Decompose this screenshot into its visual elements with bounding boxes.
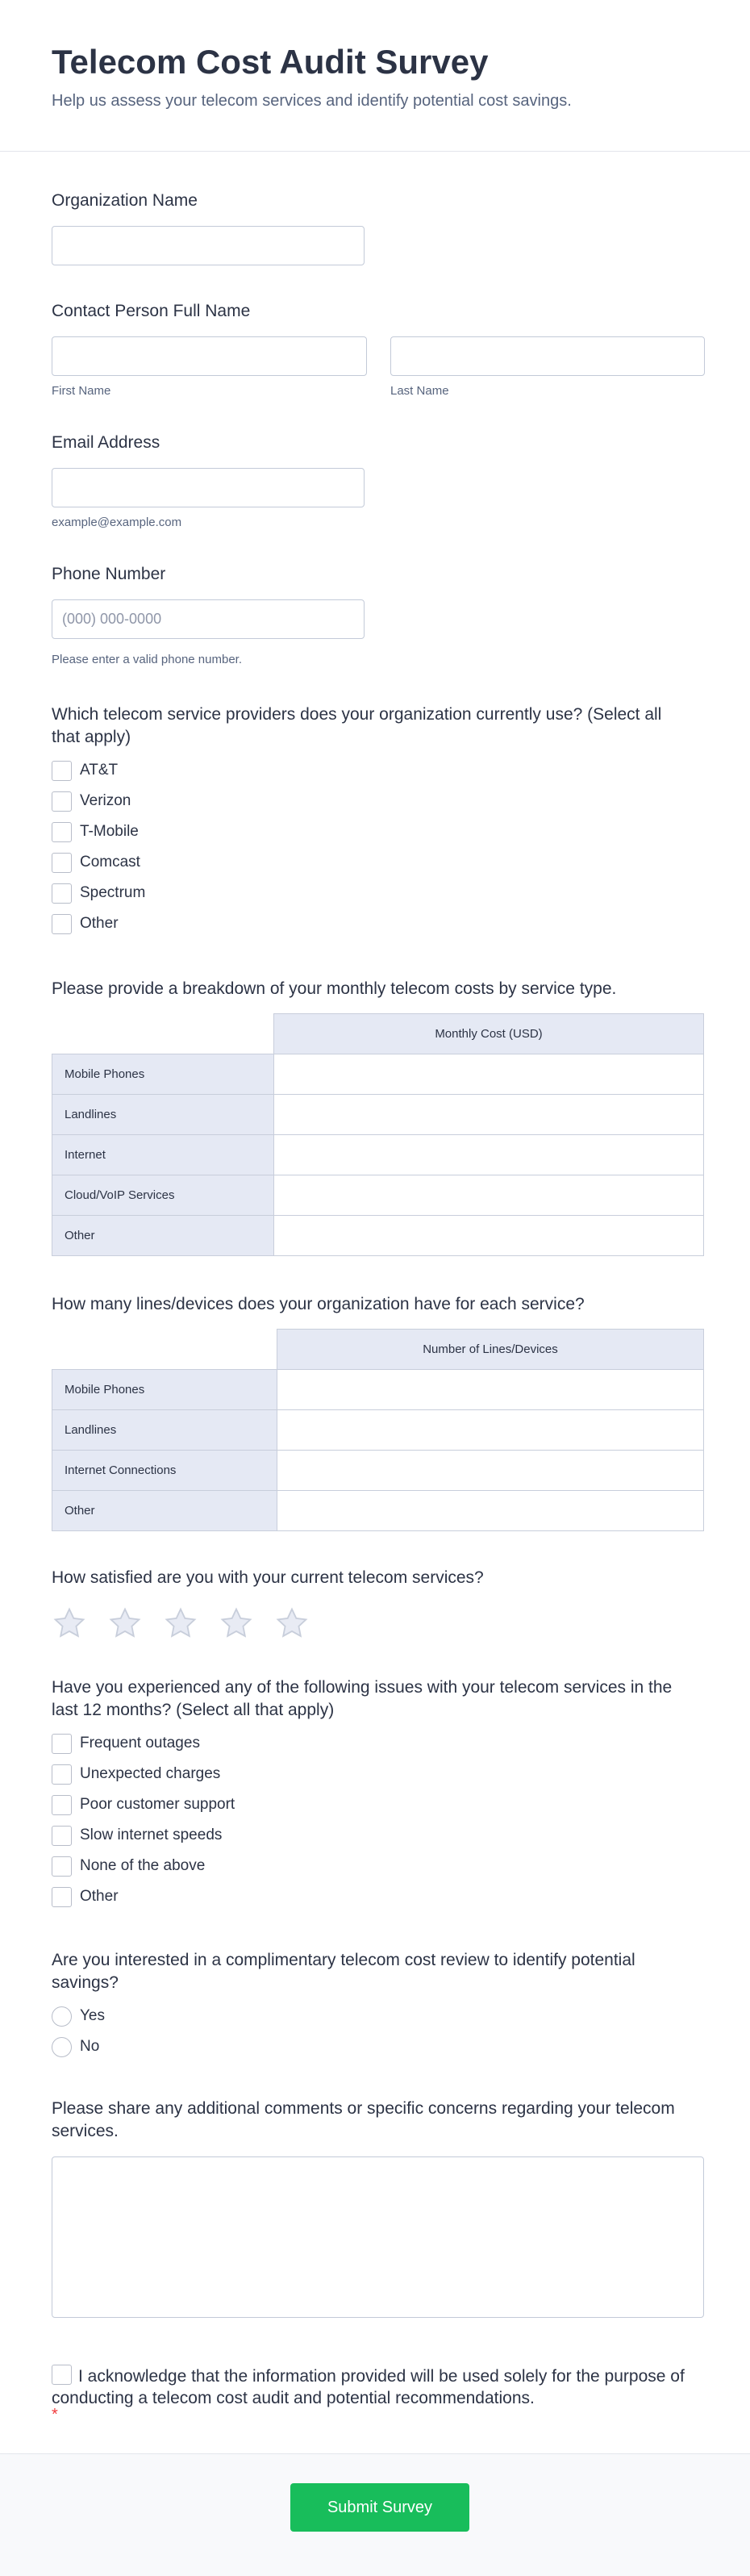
matrix-input-cell[interactable] xyxy=(277,1370,704,1410)
checkbox[interactable] xyxy=(52,761,72,781)
radio-button[interactable] xyxy=(52,2037,72,2057)
matrix-input-cell[interactable] xyxy=(274,1216,704,1256)
checkbox[interactable] xyxy=(52,853,72,873)
comments-label: Please share any additional comments or specific concerns regarding your telecom services. xyxy=(52,2099,675,2140)
review-option[interactable] xyxy=(52,2031,698,2062)
option-label: T-Mobile xyxy=(80,823,139,840)
provider-option[interactable] xyxy=(52,847,698,878)
matrix-column-header: Monthly Cost (USD) xyxy=(274,1014,704,1054)
option-label: Slow internet speeds xyxy=(80,1827,223,1843)
issue-option[interactable] xyxy=(52,1820,698,1851)
checkbox[interactable] xyxy=(52,883,72,904)
option-label: Spectrum xyxy=(80,884,146,901)
ack-field-group xyxy=(52,2365,697,2424)
option-label: No xyxy=(80,2038,100,2055)
survey-form xyxy=(0,190,750,2424)
option-label: Other xyxy=(80,1888,119,1905)
star-icon[interactable] xyxy=(107,1605,143,1641)
checkbox[interactable] xyxy=(52,914,72,934)
email-label: Email Address xyxy=(52,433,160,452)
first-name-input[interactable] xyxy=(52,336,367,376)
review-option[interactable] xyxy=(52,2001,698,2031)
review-options xyxy=(52,2001,698,2062)
checkbox[interactable] xyxy=(52,1734,72,1754)
costs-label: Please provide a breakdown of your monthly telecom costs by service type. xyxy=(52,979,617,998)
matrix-row-header: Other xyxy=(52,1491,277,1531)
contact-label: Contact Person Full Name xyxy=(52,302,251,320)
satisfaction-label: How satisfied are you with your current telecom services? xyxy=(52,1568,484,1587)
lines-label: How many lines/devices does your organization have for each service? xyxy=(52,1295,585,1313)
matrix-row-header: Landlines xyxy=(52,1410,277,1451)
comments-textarea[interactable] xyxy=(52,2156,704,2318)
form-footer xyxy=(0,2453,750,2576)
issues-options xyxy=(52,1728,698,1912)
option-label: Poor customer support xyxy=(80,1796,235,1813)
checkbox[interactable] xyxy=(52,1887,72,1907)
org-name-input[interactable] xyxy=(52,226,365,265)
ack-checkbox[interactable] xyxy=(52,2365,72,2385)
provider-option[interactable] xyxy=(52,786,698,816)
last-name-sublabel: Last Name xyxy=(390,384,449,398)
issue-option[interactable] xyxy=(52,1851,698,1881)
phone-field-group xyxy=(52,563,698,666)
option-label: Comcast xyxy=(80,854,140,870)
issue-option[interactable] xyxy=(52,1759,698,1789)
matrix-input-cell[interactable] xyxy=(277,1491,704,1531)
option-label: Other xyxy=(80,915,119,932)
matrix-column-header: Number of Lines/Devices xyxy=(277,1330,704,1370)
issue-option[interactable] xyxy=(52,1728,698,1759)
org-label: Organization Name xyxy=(52,191,198,210)
matrix-row-header: Internet xyxy=(52,1135,274,1175)
page-title: Telecom Cost Audit Survey xyxy=(52,43,489,81)
matrix-row-header: Internet Connections xyxy=(52,1451,277,1491)
matrix-row-header: Other xyxy=(52,1216,274,1256)
first-name-sublabel: First Name xyxy=(52,384,111,398)
provider-option[interactable] xyxy=(52,816,698,847)
matrix-row-header: Landlines xyxy=(52,1095,274,1135)
providers-label: Which telecom service providers does your organization currently use? (Select all that apply) xyxy=(52,705,662,746)
matrix-input-cell[interactable] xyxy=(274,1135,704,1175)
costs-field-group xyxy=(52,978,698,1256)
matrix-input-cell[interactable] xyxy=(274,1095,704,1135)
lines-matrix xyxy=(52,1329,704,1531)
matrix-row-header: Cloud/VoIP Services xyxy=(52,1175,274,1216)
matrix-input-cell[interactable] xyxy=(277,1451,704,1491)
matrix-row-header: Mobile Phones xyxy=(52,1054,274,1095)
issues-field-group xyxy=(52,1676,698,1912)
review-field-group xyxy=(52,1949,698,2062)
providers-field-group xyxy=(52,703,698,939)
option-label: None of the above xyxy=(80,1857,206,1874)
star-icon[interactable] xyxy=(274,1605,310,1641)
costs-matrix xyxy=(52,1013,704,1256)
star-icon[interactable] xyxy=(163,1605,198,1641)
last-name-input[interactable] xyxy=(390,336,705,376)
option-label: AT&T xyxy=(80,762,119,779)
radio-button[interactable] xyxy=(52,2006,72,2027)
provider-option[interactable] xyxy=(52,755,698,786)
email-input[interactable] xyxy=(52,468,365,507)
issues-label: Have you experienced any of the following issues with your telecom services in the last 12 months? (Select all that apply) xyxy=(52,1678,673,1719)
review-label: Are you interested in a complimentary telecom cost review to identify potential savings? xyxy=(52,1951,635,1992)
phone-input[interactable] xyxy=(52,599,365,639)
star-rating xyxy=(52,1605,698,1641)
provider-option[interactable] xyxy=(52,878,698,908)
checkbox[interactable] xyxy=(52,1826,72,1846)
satisfaction-field-group xyxy=(52,1567,698,1641)
ack-row[interactable] xyxy=(52,2365,697,2409)
star-icon[interactable] xyxy=(52,1605,87,1641)
providers-options xyxy=(52,755,698,939)
matrix-row-header: Mobile Phones xyxy=(52,1370,277,1410)
checkbox[interactable] xyxy=(52,1764,72,1785)
email-field-group xyxy=(52,432,698,529)
issue-option[interactable] xyxy=(52,1881,698,1912)
lines-field-group xyxy=(52,1293,698,1531)
issue-option[interactable] xyxy=(52,1789,698,1820)
matrix-corner xyxy=(52,1330,277,1370)
phone-sublabel: Please enter a valid phone number. xyxy=(52,653,242,666)
option-label: Frequent outages xyxy=(80,1735,200,1751)
checkbox[interactable] xyxy=(52,1795,72,1815)
org-field-group xyxy=(52,190,698,265)
page-subtitle: Help us assess your telecom services and identify potential cost savings. xyxy=(52,92,572,110)
checkbox[interactable] xyxy=(52,791,72,812)
provider-option[interactable] xyxy=(52,908,698,939)
option-label: Unexpected charges xyxy=(80,1765,221,1782)
form-header xyxy=(0,0,750,152)
matrix-input-cell[interactable] xyxy=(274,1054,704,1095)
checkbox[interactable] xyxy=(52,1856,72,1877)
star-icon[interactable] xyxy=(219,1605,254,1641)
phone-label: Phone Number xyxy=(52,565,166,583)
email-sublabel: example@example.com xyxy=(52,516,182,529)
contact-field-group xyxy=(52,300,698,398)
ack-text: I acknowledge that the information provided will be used solely for the purpose of conducting a telecom cost audit and potential recommendations. xyxy=(52,2367,685,2407)
option-label: Yes xyxy=(80,2007,105,2024)
matrix-corner xyxy=(52,1014,274,1054)
matrix-input-cell[interactable] xyxy=(277,1410,704,1451)
option-label: Verizon xyxy=(80,792,131,809)
comments-field-group xyxy=(52,2098,698,2318)
matrix-input-cell[interactable] xyxy=(274,1175,704,1216)
checkbox[interactable] xyxy=(52,822,72,842)
required-asterisk: * xyxy=(52,2406,58,2424)
submit-button[interactable]: Submit Survey xyxy=(290,2483,469,2532)
